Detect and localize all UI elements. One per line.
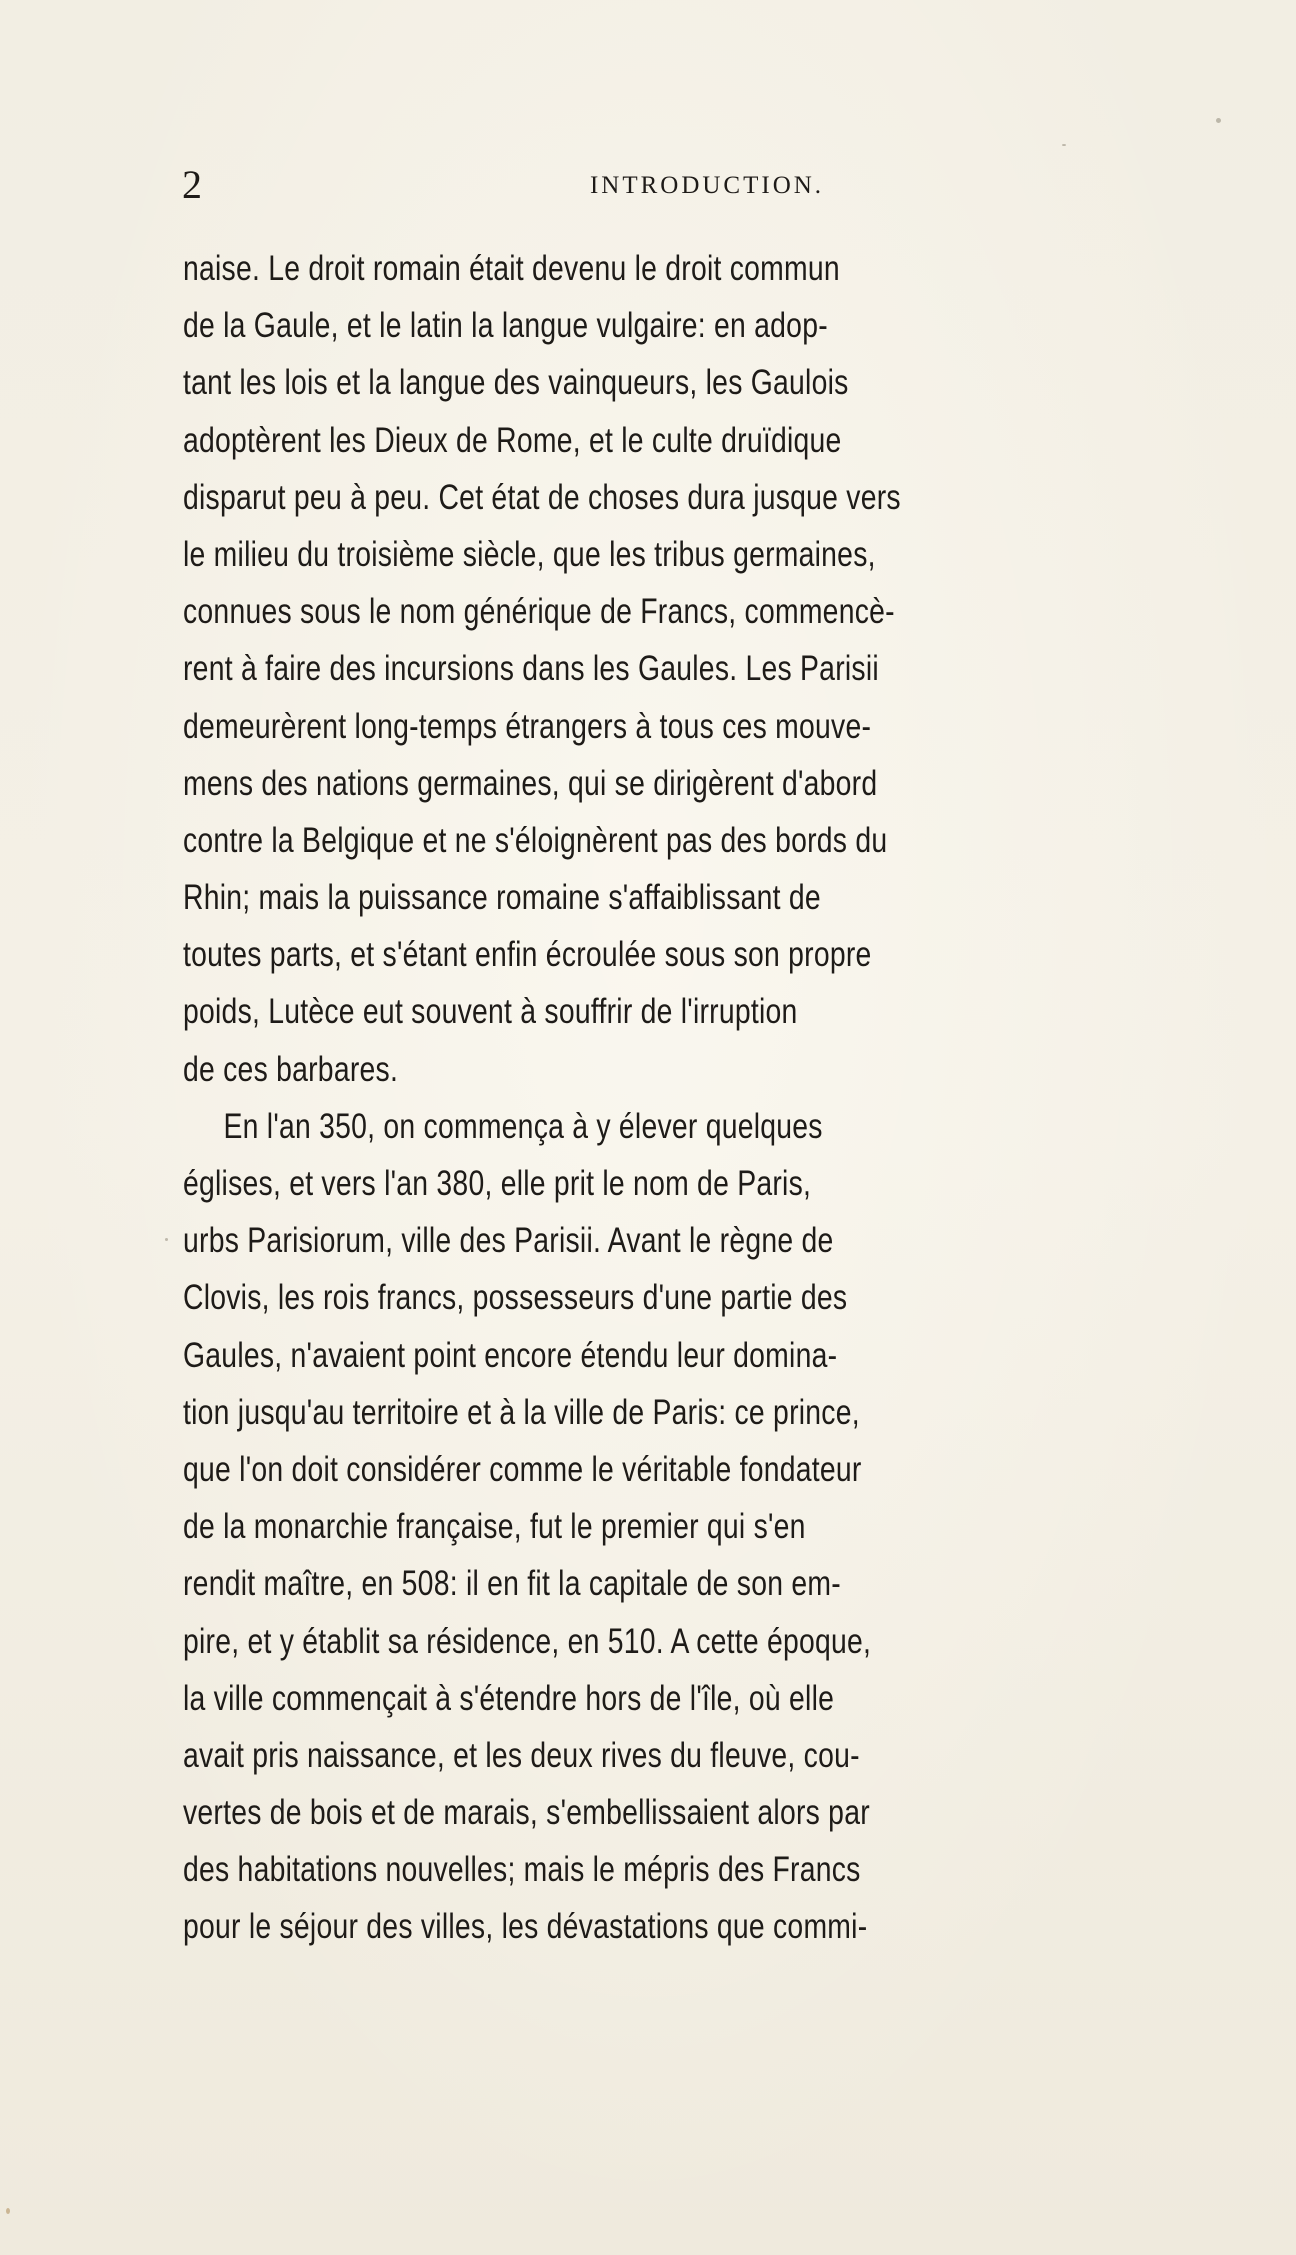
text-line: églises, et vers l'an 380, elle prit le nom de Paris, [183,1164,812,1203]
page-header [182,160,1192,210]
text-line: Clovis, les rois francs, possesseurs d'une partie des [183,1278,848,1318]
text-line: que l'on doit considérer comme le véritable fondateur [183,1449,862,1489]
text-line: rendit maître, en 508: il en fit la capitale de son em- [183,1564,841,1604]
text-line: connues sous le nom générique de Francs, commencè- [183,592,895,632]
text-line: tion jusqu'au territoire et à la ville de Paris: ce prince, [183,1392,860,1432]
text-line: le milieu du troisième siècle, que les tribus germaines, [183,534,876,574]
text-line: rent à faire des incursions dans les Gaules. Les Parisii [183,649,879,689]
body-text [183,240,1193,1956]
text-line: la ville commençait à s'étendre hors de l'île, où elle [183,1678,835,1718]
text-line: adoptèrent les Dieux de Rome, et le culte druïdique [183,420,842,460]
text-line: poids, Lutèce eut souvent à souffrir de l'irruption [183,992,798,1032]
text-line: pour le séjour des villes, les dévastations que commi- [183,1907,868,1947]
text-line: demeurèrent long-temps étrangers à tous ces mouve- [183,706,872,746]
text-line: Gaules, n'avaient point encore étendu leur domina- [183,1335,838,1375]
paper-speck [1062,144,1066,146]
text-line: naise. Le droit romain était devenu le droit commun [183,249,840,288]
text-line: des habitations nouvelles; mais le mépris des Francs [183,1850,861,1890]
text-line: de la Gaule, et le latin la langue vulgaire: en adop- [183,306,828,346]
text-line: de la monarchie française, fut le premier qui s'en [183,1507,806,1547]
paper-speck [165,1238,168,1241]
paper-speck [1216,118,1221,123]
paper-speck [6,2208,10,2214]
text-line: de ces barbares. [183,1049,399,1089]
text-line: pire, et y établit sa résidence, en 510. A cette époque, [183,1621,872,1661]
text-line: contre la Belgique et ne s'éloignèrent pas des bords du [183,820,888,860]
text-line: urbs Parisiorum, ville des Parisii. Avant le règne de [183,1221,834,1261]
text-line: toutes parts, et s'étant enfin écroulée sous son propre [183,935,872,975]
text-line: avait pris naissance, et les deux rives du fleuve, cou- [183,1735,860,1775]
text-line: tant les lois et la langue des vainqueurs, les Gaulois [183,363,849,403]
running-head: INTRODUCTION. [589,172,825,199]
text-line: vertes de bois et de marais, s'embellissaient alors par [183,1793,870,1833]
page-number: 2 [182,162,202,207]
text-line: mens des nations germaines, qui se dirigèrent d'abord [183,763,878,803]
text-line: disparut peu à peu. Cet état de choses dura jusque vers [183,477,901,517]
text-line: Rhin; mais la puissance romaine s'affaiblissant de [183,878,821,918]
paragraph-first-line: En l'an 350, on commença à y élever quelques [223,1106,823,1146]
